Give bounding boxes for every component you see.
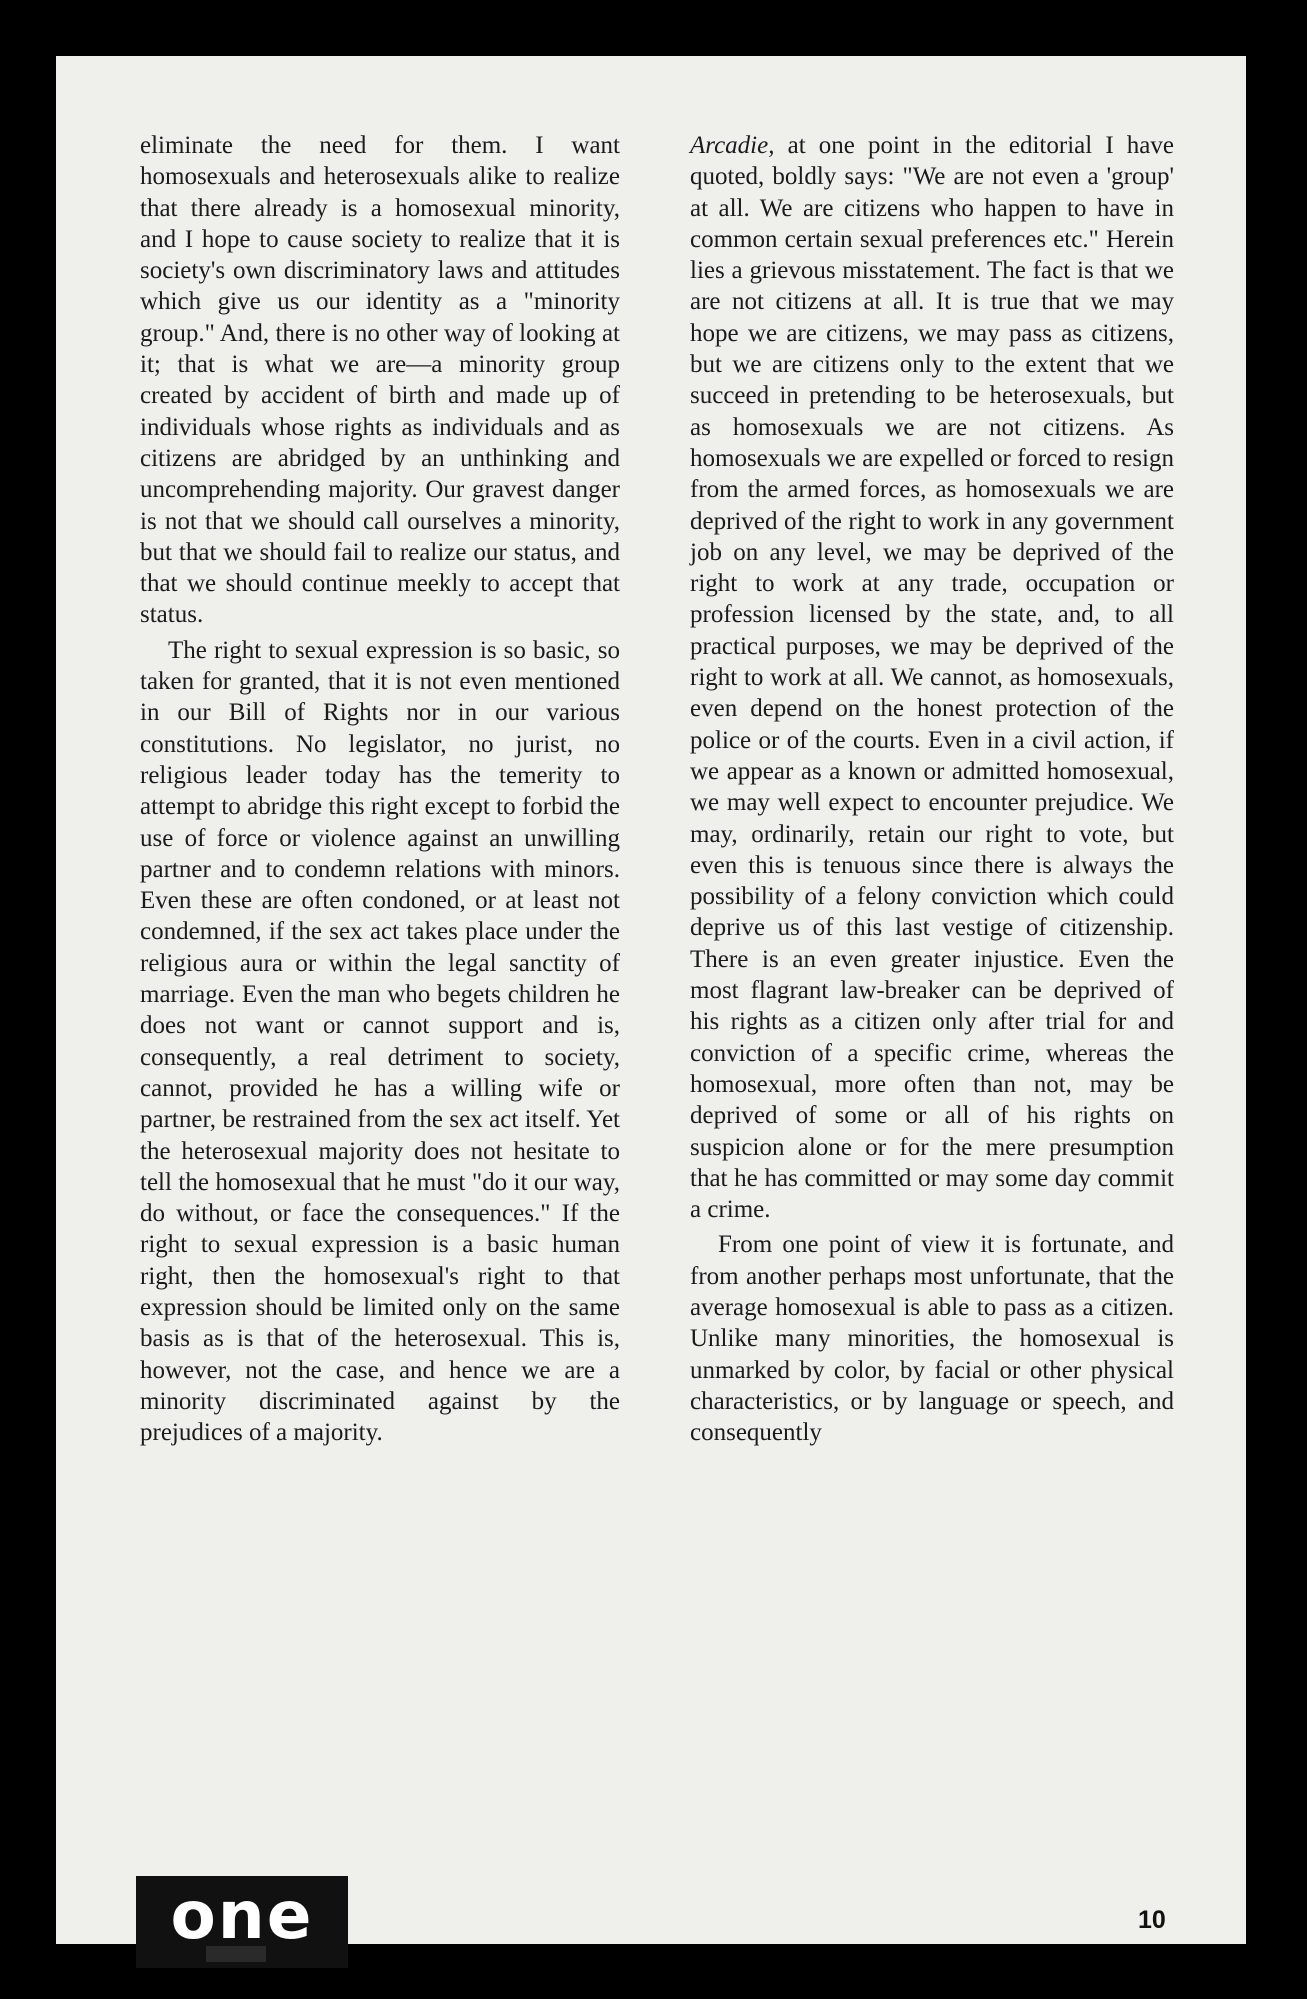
left-column bbox=[140, 130, 620, 1448]
publication-name: Arcadie, bbox=[690, 132, 775, 159]
right-paragraph-1 bbox=[690, 130, 1174, 1225]
logo-text: one bbox=[170, 1877, 314, 1954]
left-paragraph-1: eliminate the need for them. I want homosexuals and heterosexuals alike to realize that there already is a homosexual minority, and I hope to cause society to realize that it is society's own discriminatory laws and attitudes which give us our identity as a "minority group." And, there is no other way of looking at it; that is what we are—a minority group created by accident of birth and made up of individuals whose rights as individuals and as citizens are abridged by an unthinking and uncomprehending majority. Our gravest danger is not that we should call ourselves a minority, but that we should fail to realize our status, and that we should continue meekly to accept that status. bbox=[140, 132, 620, 629]
one-magazine-logo bbox=[136, 1876, 348, 1968]
left-paragraph-2: The right to sexual expression is so basic, so taken for granted, that it is not even mentioned in our Bill of Rights nor in our various constitutions. No legislator, no jurist, no religious leader today has the temerity to attempt to abridge this right except to forbid the use of force or violence against an unwilling partner and to condemn relations with minors. Even these are often condoned, or at least not condemned, if the sex act takes place under the religious aura or within the legal sanctity of marriage. Even the man who begets children he does not want or cannot support and is, consequently, a real detriment to society, cannot, provided he has a willing wife or partner, be restrained from the sex act itself. Yet the heterosexual majority does not hesitate to tell the homosexual that he must "do it our way, do without, or face the consequences." If the right to sexual expression is a basic human right, then the homosexual's right to that expression should be limited only on the same basis as is that of the heterosexual. This is, however, not the case, and hence we are a minority discriminated against by the prejudices of a majority. bbox=[140, 636, 620, 1447]
magazine-page bbox=[56, 56, 1246, 1954]
right-column bbox=[690, 130, 1174, 1448]
page-number: 10 bbox=[1138, 1906, 1166, 1934]
right-paragraph-2: From one point of view it is fortunate, and from another perhaps most unfortunate, that the average homosexual is able to pass as a citizen. Unlike many minorities, the homosexual is unmarked by color, by facial or other physical characteristics, or by language or speech, and consequently bbox=[690, 1231, 1174, 1447]
right-paragraph-1-text: at one point in the editorial I have quoted, boldly says: "We are not even a 'group' at all. We are citizens who happen to have in common certain sexual preferences etc." Herein lies a grievous misstatement. The fact is that we are not citizens at all. It is true that we may hope we are citizens, we may pass as citizens, but we are citizens only to the extent that we succeed in pretending to be heterosexuals, but as homosexuals we are not citizens. As homosexuals we are expelled or forced to resign from the armed forces, as homosexuals we are deprived of the right to work in any government job on any level, we may be deprived of the right to work at any trade, occupation or profession licensed by the state, and, to all practical purposes, we may be deprived of the right to work at all. We cannot, as homosexuals, even depend on the honest protection of the police or of the courts. Even in a civil action, if we appear as a known or admitted homosexual, we may well expect to encounter prejudice. We may, ordinarily, retain our right to vote, but even this is tenuous since there is always the possibility of a felony conviction which could deprive us of this last vestige of citizenship. There is an even greater injustice. Even the most flagrant law-breaker can be deprived of his rights as a citizen only after trial for and conviction of a specific crime, whereas the homosexual, more often than not, may be deprived of some or all of his rights on suspicion alone or for the mere presumption that he has committed or may some day commit a crime. bbox=[690, 132, 1174, 1224]
